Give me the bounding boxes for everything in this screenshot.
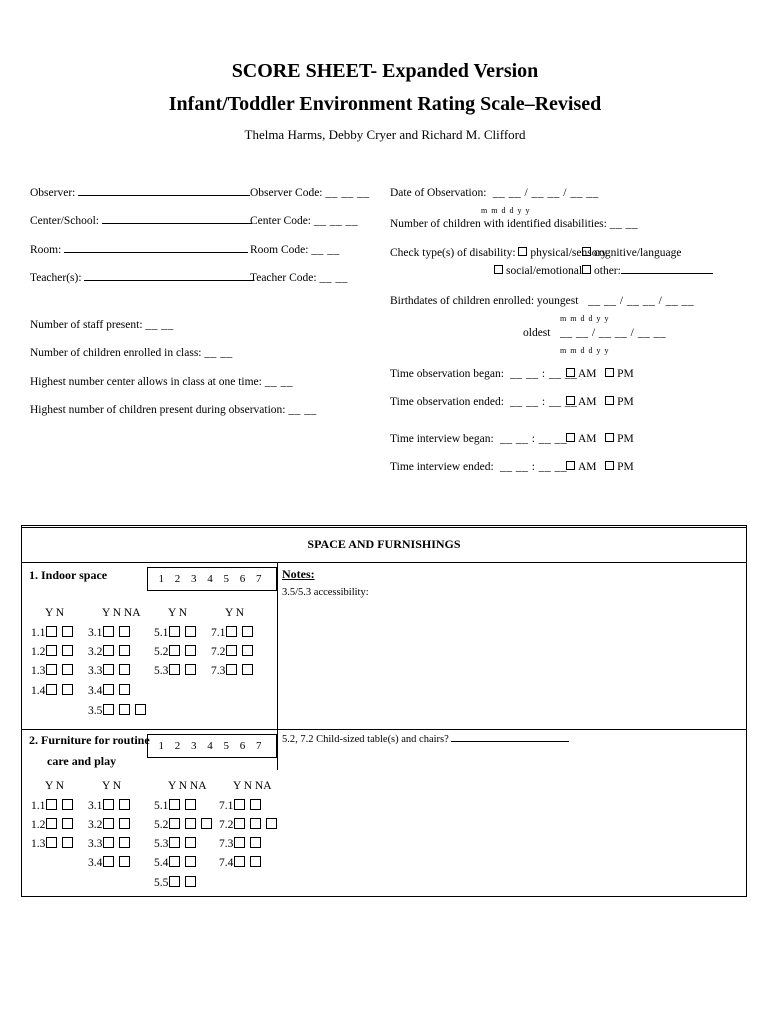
indicator-row	[219, 818, 278, 831]
yes-checkbox[interactable]	[169, 645, 180, 656]
no-checkbox[interactable]	[119, 799, 130, 810]
no-checkbox[interactable]	[242, 645, 253, 656]
cognitive-label: cognitive/language	[594, 247, 682, 259]
no-checkbox[interactable]	[250, 837, 261, 848]
item2-title-line2: care and play	[47, 754, 117, 768]
item2-col2-header: Y N	[102, 780, 122, 792]
item1-col3-header: Y N	[168, 607, 188, 619]
item2-col3-header: Y N NA	[168, 780, 207, 792]
item1-col4-header: Y N	[225, 607, 245, 619]
highest-allowed-label: Highest number center allows in class at one time:	[30, 376, 262, 388]
am-checkbox[interactable]	[566, 461, 575, 470]
item2-note[interactable]	[282, 734, 569, 745]
item1-score-scale[interactable]: 1 2 3 4 5 6 7	[147, 567, 277, 591]
indicator-label: 3.3	[88, 838, 103, 850]
item1-notes-divider	[277, 563, 278, 730]
room-line[interactable]	[64, 251, 248, 253]
indicator-row	[154, 876, 197, 889]
yes-checkbox[interactable]	[46, 664, 57, 675]
indicator-label: 5.5	[154, 877, 169, 889]
am-checkbox[interactable]	[566, 396, 575, 405]
am-label: AM	[578, 433, 597, 445]
children-enrolled-field[interactable]: Number of children enrolled in class: __ __	[30, 347, 233, 359]
no-checkbox[interactable]	[185, 856, 196, 867]
birthdates-youngest-field[interactable]: Birthdates of children enrolled: youngest __ __ / __ __ / __ __	[390, 295, 695, 307]
center-code-label: Center Code:	[250, 215, 311, 227]
indicator-label: 5.4	[154, 857, 169, 869]
no-checkbox[interactable]	[119, 856, 130, 867]
am-label: AM	[578, 461, 597, 473]
date-observation-label: Date of Observation:	[390, 187, 487, 199]
yes-checkbox[interactable]	[103, 684, 114, 695]
yes-checkbox[interactable]	[103, 626, 114, 637]
no-checkbox[interactable]	[250, 856, 261, 867]
birthdates-oldest-field[interactable]: oldest __ __ / __ __ / __ __	[523, 327, 667, 339]
item1-col2-header: Y N NA	[102, 607, 141, 619]
yes-checkbox[interactable]	[234, 818, 245, 829]
yes-checkbox[interactable]	[226, 664, 237, 675]
na-checkbox[interactable]	[201, 818, 212, 829]
no-checkbox[interactable]	[250, 799, 261, 810]
yes-checkbox[interactable]	[169, 799, 180, 810]
observer-code-label: Observer Code:	[250, 187, 323, 199]
indicator-label: 1.3	[31, 838, 46, 850]
yes-checkbox[interactable]	[103, 837, 114, 848]
pm-checkbox[interactable]	[605, 433, 614, 442]
center-school-label: Center/School:	[30, 215, 99, 227]
indicator-label: 3.1	[88, 627, 103, 639]
yes-checkbox[interactable]	[46, 837, 57, 848]
center-school-line[interactable]	[102, 222, 252, 224]
teacher-code-label: Teacher Code:	[250, 272, 317, 284]
no-checkbox[interactable]	[119, 704, 130, 715]
indicator-row	[88, 818, 131, 831]
indicator-row	[88, 684, 131, 697]
no-checkbox[interactable]	[119, 684, 130, 695]
no-checkbox[interactable]	[119, 664, 130, 675]
section-title: SPACE AND FURNISHINGS	[307, 537, 461, 551]
children-enrolled-label: Number of children enrolled in class:	[30, 347, 202, 359]
time-obs-ended-field[interactable]: Time observation ended: __ __ : __ __	[390, 396, 578, 408]
indicator-row	[31, 684, 74, 697]
cognitive-option[interactable]	[582, 247, 682, 259]
no-checkbox[interactable]	[62, 818, 73, 829]
observer-code-field[interactable]: Observer Code: __ __ __	[250, 187, 370, 199]
no-checkbox[interactable]	[119, 626, 130, 637]
indicator-row	[31, 818, 74, 831]
indicator-label: 7.2	[211, 646, 226, 658]
indicator-label: 3.2	[88, 819, 103, 831]
indicator-row	[88, 664, 131, 677]
time-obs-began-ampm	[566, 368, 634, 380]
time-int-ended-ampm	[566, 461, 634, 473]
no-checkbox[interactable]	[119, 818, 130, 829]
indicator-row	[154, 837, 197, 850]
yes-checkbox[interactable]	[46, 645, 57, 656]
other-line[interactable]	[621, 272, 713, 274]
indicator-label: 5.1	[154, 627, 169, 639]
indicator-row	[219, 837, 262, 850]
highest-present-label: Highest number of children present during observation:	[30, 404, 286, 416]
indicator-label: 7.2	[219, 819, 234, 831]
yes-checkbox[interactable]	[226, 645, 237, 656]
indicator-label: 1.2	[31, 819, 46, 831]
no-checkbox[interactable]	[62, 645, 73, 656]
page-title: SCORE SHEET- Expanded Version	[231, 60, 539, 82]
yes-checkbox[interactable]	[169, 626, 180, 637]
time-obs-ended-ampm	[566, 396, 634, 408]
yes-checkbox[interactable]	[169, 837, 180, 848]
indicator-label: 7.1	[219, 800, 234, 812]
item2-note-line[interactable]	[451, 740, 569, 742]
no-checkbox[interactable]	[119, 837, 130, 848]
section-top-double-line	[21, 527, 747, 528]
no-checkbox[interactable]	[62, 837, 73, 848]
yes-checkbox[interactable]	[103, 664, 114, 675]
item1-col1-header: Y N	[45, 607, 65, 619]
no-checkbox[interactable]	[242, 664, 253, 675]
observer-label: Observer:	[30, 187, 76, 199]
time-int-began-label: Time interview began:	[390, 433, 494, 445]
date-format-hint: m m d d y y	[481, 206, 531, 215]
indicator-row	[219, 799, 262, 812]
room-code-label: Room Code:	[250, 244, 309, 256]
room-field[interactable]	[30, 244, 248, 256]
time-obs-began-label: Time observation began:	[390, 368, 504, 380]
indicator-row	[211, 645, 254, 658]
teachers-label: Teacher(s):	[30, 272, 82, 284]
no-checkbox[interactable]	[185, 876, 196, 887]
no-checkbox[interactable]	[119, 645, 130, 656]
check-type-label: Check type(s) of disability:	[390, 247, 516, 259]
birthdate-format-hint-2: m m d d y y	[560, 346, 610, 355]
yes-checkbox[interactable]	[103, 799, 114, 810]
item2-col4-header: Y N NA	[233, 780, 272, 792]
pm-checkbox[interactable]	[605, 396, 614, 405]
item2-title: 2. Furniture for routine	[29, 733, 150, 747]
no-checkbox[interactable]	[185, 645, 196, 656]
time-int-ended-label: Time interview ended:	[390, 461, 494, 473]
disability-type-row	[390, 247, 607, 259]
time-int-began-field[interactable]: Time interview began: __ __ : __ __	[390, 433, 568, 445]
indicator-label: 3.3	[88, 665, 103, 677]
indicator-label: 1.2	[31, 646, 46, 658]
indicator-row	[88, 837, 131, 850]
yes-checkbox[interactable]	[234, 799, 245, 810]
yes-checkbox[interactable]	[169, 856, 180, 867]
observer-line[interactable]	[78, 194, 250, 196]
yes-checkbox[interactable]	[169, 818, 180, 829]
yes-checkbox[interactable]	[234, 856, 245, 867]
item2-score-scale[interactable]: 1 2 3 4 5 6 7	[147, 734, 277, 758]
indicator-label: 3.2	[88, 646, 103, 658]
item2-col1-header: Y N	[45, 780, 65, 792]
item1-notes-label: Notes:	[282, 567, 315, 581]
staff-present-label: Number of staff present:	[30, 319, 143, 331]
pm-checkbox[interactable]	[605, 368, 614, 377]
indicator-row	[211, 664, 254, 677]
section-header-divider	[21, 562, 747, 563]
indicator-label: 5.2	[154, 646, 169, 658]
indicator-row	[31, 799, 74, 812]
am-label: AM	[578, 368, 597, 380]
no-checkbox[interactable]	[250, 818, 261, 829]
time-obs-ended-label: Time observation ended:	[390, 396, 504, 408]
social-label: social/emotional	[506, 265, 583, 277]
yes-checkbox[interactable]	[46, 626, 57, 637]
indicator-row	[219, 856, 262, 869]
no-checkbox[interactable]	[242, 626, 253, 637]
pm-label: PM	[617, 461, 634, 473]
indicator-row	[154, 645, 197, 658]
indicator-row	[88, 626, 131, 639]
cognitive-checkbox[interactable]	[582, 247, 591, 256]
teachers-line[interactable]	[84, 279, 254, 281]
no-checkbox[interactable]	[185, 837, 196, 848]
indicator-label: 1.3	[31, 665, 46, 677]
indicator-row	[154, 856, 197, 869]
indicator-label: 3.4	[88, 685, 103, 697]
highest-allowed-field[interactable]: Highest number center allows in class at one time: __ __	[30, 376, 294, 388]
page-subtitle: Infant/Toddler Environment Rating Scale–Revised	[168, 93, 602, 115]
pm-label: PM	[617, 368, 634, 380]
no-checkbox[interactable]	[185, 664, 196, 675]
no-checkbox[interactable]	[185, 626, 196, 637]
yes-checkbox[interactable]	[46, 818, 57, 829]
birthdate-format-hint-1: m m d d y y	[560, 314, 610, 323]
yes-checkbox[interactable]	[46, 799, 57, 810]
room-code-field[interactable]: Room Code: __ __	[250, 244, 340, 256]
pm-label: PM	[617, 396, 634, 408]
num-disabilities-field[interactable]: Number of children with identified disabilities: __ __	[390, 218, 639, 230]
time-obs-began-field[interactable]: Time observation began: __ __ : __ __	[390, 368, 578, 380]
indicator-label: 5.2	[154, 819, 169, 831]
indicator-row	[154, 626, 197, 639]
indicator-row	[88, 645, 131, 658]
indicator-row	[211, 626, 254, 639]
indicator-row	[31, 626, 74, 639]
indicator-label: 7.1	[211, 627, 226, 639]
indicator-label: 7.4	[219, 857, 234, 869]
indicator-label: 3.1	[88, 800, 103, 812]
teachers-field[interactable]	[30, 272, 254, 284]
no-checkbox[interactable]	[185, 799, 196, 810]
date-observation-field[interactable]: Date of Observation: __ __ / __ __ / __ __	[390, 187, 599, 199]
indicator-row	[31, 664, 74, 677]
indicator-label: 5.1	[154, 800, 169, 812]
yes-checkbox[interactable]	[46, 684, 57, 695]
social-checkbox[interactable]	[494, 265, 503, 274]
yes-checkbox[interactable]	[169, 664, 180, 675]
other-label: other:	[594, 265, 621, 277]
observer-field[interactable]	[30, 187, 250, 199]
other-checkbox[interactable]	[582, 265, 591, 274]
yes-checkbox[interactable]	[103, 818, 114, 829]
indicator-label: 7.3	[211, 665, 226, 677]
other-option[interactable]	[582, 265, 713, 277]
indicator-label: 5.3	[154, 838, 169, 850]
time-int-ended-field[interactable]: Time interview ended: __ __ : __ __	[390, 461, 568, 473]
time-int-began-ampm	[566, 433, 634, 445]
no-checkbox[interactable]	[62, 684, 73, 695]
yes-checkbox[interactable]	[226, 626, 237, 637]
birthdates-label: Birthdates of children enrolled:	[390, 295, 535, 307]
indicator-label: 1.1	[31, 800, 46, 812]
teacher-code-field[interactable]: Teacher Code: __ __	[250, 272, 348, 284]
staff-present-field[interactable]: Number of staff present: __ __	[30, 319, 174, 331]
indicator-row	[31, 645, 74, 658]
am-checkbox[interactable]	[566, 433, 575, 442]
no-checkbox[interactable]	[62, 664, 73, 675]
indicator-row	[154, 664, 197, 677]
yes-checkbox[interactable]	[103, 704, 114, 715]
pm-label: PM	[617, 433, 634, 445]
item2-note-label: 5.2, 7.2 Child-sized table(s) and chairs?	[282, 734, 449, 745]
na-checkbox[interactable]	[266, 818, 277, 829]
oldest-label: oldest	[523, 327, 551, 339]
authors: Thelma Harms, Debby Cryer and Richard M. Clifford	[244, 127, 526, 142]
indicator-label: 1.4	[31, 685, 46, 697]
pm-checkbox[interactable]	[605, 461, 614, 470]
youngest-label: youngest	[536, 295, 579, 307]
indicator-label: 1.1	[31, 627, 46, 639]
physical-label: physical/sensory	[530, 247, 608, 259]
center-code-field[interactable]: Center Code: __ __ __	[250, 215, 359, 227]
indicator-label: 7.3	[219, 838, 234, 850]
am-checkbox[interactable]	[566, 368, 575, 377]
yes-checkbox[interactable]	[169, 876, 180, 887]
indicator-row	[88, 856, 131, 869]
indicator-row	[154, 799, 197, 812]
no-checkbox[interactable]	[185, 818, 196, 829]
na-checkbox[interactable]	[135, 704, 146, 715]
item1-title: 1. Indoor space	[29, 568, 108, 582]
item2-notes-divider	[277, 730, 278, 770]
indicator-label: 3.4	[88, 857, 103, 869]
physical-checkbox[interactable]	[518, 247, 527, 256]
indicator-row	[31, 837, 74, 850]
num-disabilities-label: Number of children with identified disabilities:	[390, 218, 607, 230]
no-checkbox[interactable]	[62, 626, 73, 637]
yes-checkbox[interactable]	[103, 856, 114, 867]
indicator-row	[88, 704, 147, 717]
highest-present-field[interactable]: Highest number of children present during observation: __ __	[30, 404, 317, 416]
yes-checkbox[interactable]	[234, 837, 245, 848]
indicator-row	[88, 799, 131, 812]
am-label: AM	[578, 396, 597, 408]
indicator-row	[154, 818, 213, 831]
social-option[interactable]	[494, 265, 582, 277]
yes-checkbox[interactable]	[103, 645, 114, 656]
no-checkbox[interactable]	[62, 799, 73, 810]
item-divider	[21, 729, 747, 730]
item1-note: 3.5/5.3 accessibility:	[282, 587, 369, 598]
room-label: Room:	[30, 244, 62, 256]
indicator-label: 3.5	[88, 705, 103, 717]
center-school-field[interactable]	[30, 215, 252, 227]
indicator-label: 5.3	[154, 665, 169, 677]
